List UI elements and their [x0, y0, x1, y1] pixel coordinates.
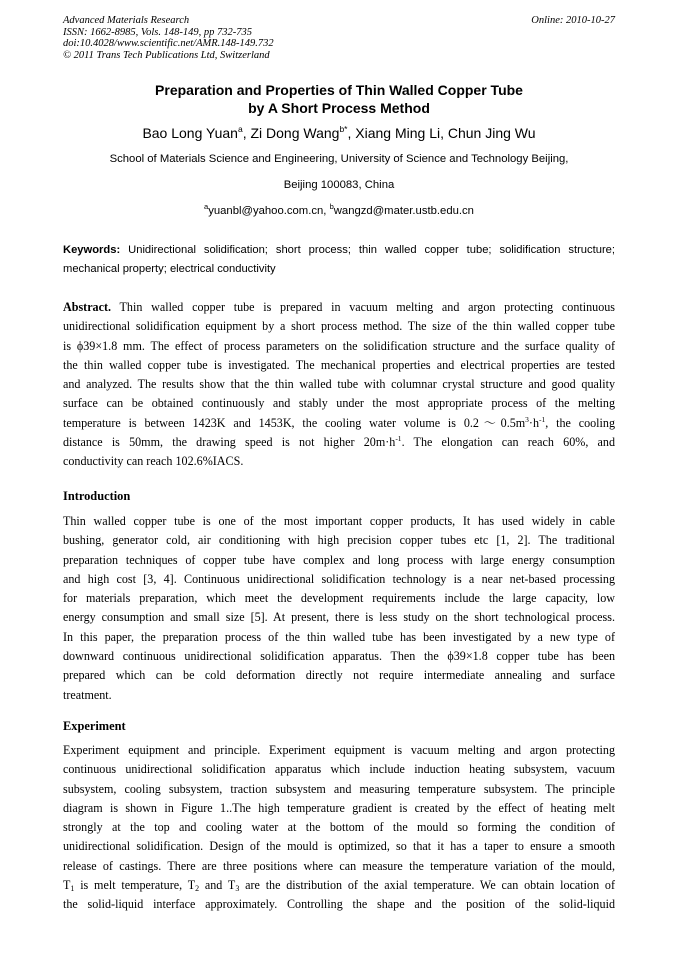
journal-header	[63, 15, 615, 61]
keywords-text-1: Unidirectional solidification; short process; thin walled copper tube; solidification structure;	[120, 244, 615, 256]
introduction-heading: Introduction	[63, 489, 131, 503]
author-2: , Zi Dong Wang	[242, 125, 340, 141]
abstract-line	[63, 414, 615, 433]
title-line-2: by A Short Process Method	[248, 99, 430, 116]
experiment-line: subsystem, cooling subsystem, traction subsystem and measuring temperature subsystem. The principle	[63, 781, 615, 796]
abstract-line: and analyzed. The results show that the thin walled tube with columnar crystal structure and good quality	[63, 377, 615, 392]
abstract-label: Abstract.	[63, 300, 112, 314]
intro-line: prepared which can be cold deformation directly not require intermediate annealing and surface	[63, 668, 615, 683]
intro-line: In this paper, the preparation process of the thin walled tube has been investigated by a new type of	[63, 629, 615, 644]
experiment-text: is melt temperature, T	[74, 878, 196, 893]
email-b[interactable]: wangzd@mater.ustb.edu.cn	[333, 205, 474, 217]
author-rest: , Xiang Ming Li, Chun Jing Wu	[347, 125, 536, 141]
experiment-text: are the distribution of the axial temperature. We can obtain location of	[239, 878, 615, 893]
experiment-text: and T	[199, 878, 236, 893]
email-line	[63, 204, 615, 218]
abstract-text: Thin walled copper tube is prepared in vacuum melting and argon protecting continuous	[111, 300, 615, 314]
keywords-line-2: mechanical property; electrical conductivity	[63, 263, 276, 275]
abstract-text: temperature is between 1423K and 1453K, the cooling water volume is 0.2～0.5m	[63, 415, 526, 430]
abstract-line: unidirectional solidification equipment by a short process method. The size of the thin walled copper tube	[63, 319, 615, 334]
keywords	[63, 241, 615, 279]
superscript: -1	[539, 414, 546, 424]
email-b-mark: b	[329, 202, 334, 211]
subscript: 2	[195, 884, 200, 894]
superscript: 3	[525, 414, 529, 424]
abstract-text: distance is 50mm, the drawing speed is not higher 20m·h	[63, 435, 396, 450]
affiliation-line-2: Beijing 100083, China	[283, 179, 395, 191]
subscript: 1	[70, 884, 75, 894]
experiment-line: diagram is shown in Figure 1..The high temperature gradient is created by the effect of heating melt	[63, 800, 615, 815]
online-date: Online: 2010-10-27	[531, 15, 615, 26]
copyright-line: © 2011 Trans Tech Publications Ltd, Switzerland	[63, 49, 270, 61]
intro-line: preparation techniques of copper tube have complex and long process with large energy consumption	[63, 552, 615, 567]
author-2-affil-mark: b*	[339, 124, 348, 134]
experiment-line: release of castings. There are three positions where can measure the temperature variation of the mould,	[63, 858, 615, 873]
superscript: -1	[395, 434, 402, 444]
author-list	[63, 123, 615, 143]
abstract-line	[63, 433, 615, 452]
subscript: 3	[235, 884, 240, 894]
intro-line: and high cost [3, 4]. Continuous unidirectional solidification technology is a near net-based processing	[63, 571, 615, 586]
experiment-text: T	[63, 878, 71, 893]
abstract-line	[63, 298, 615, 317]
paper-title	[63, 82, 615, 117]
abstract	[63, 298, 615, 472]
email-a-mark: a	[204, 202, 209, 211]
doi-line[interactable]: doi:10.4028/www.scientific.net/AMR.148-149.732	[63, 38, 274, 50]
intro-line: energy consumption and small size [5]. At present, there is less study on the short technological process.	[63, 610, 615, 625]
keywords-label: Keywords:	[63, 244, 121, 256]
abstract-line: surface can be obtained continuously and stably under the most appropriate process of the melting	[63, 396, 615, 411]
abstract-text: . The elongation can reach 60%, and	[401, 435, 615, 450]
journal-name: Advanced Materials Research	[63, 15, 190, 26]
author-1: Bao Long Yuan	[142, 125, 238, 141]
experiment-body	[63, 741, 615, 915]
experiment-heading: Experiment	[63, 719, 126, 733]
experiment-line	[63, 876, 615, 895]
author-1-affil-mark: a	[237, 124, 243, 134]
title-line-1: Preparation and Properties of Thin Walled Copper Tube	[155, 82, 523, 98]
abstract-text: , the cooling	[545, 415, 615, 430]
keywords-line-1	[63, 241, 615, 260]
abstract-line: is ϕ39×1.8 mm. The effect of process parameters on the solidification structure and the surface quality of	[63, 338, 615, 353]
issn-line: ISSN: 1662-8985, Vols. 148-149, pp 732-735	[63, 26, 252, 38]
intro-line: bushing, generator cold, air conditioning with high precision copper tubes etc [1, 2]. The traditional	[63, 533, 615, 548]
experiment-line: unidirectional solidification. Design of the mould is optimized, so that it has a taper to ensure a smooth	[63, 839, 615, 854]
abstract-line: conductivity can reach 102.6%IACS.	[63, 454, 244, 469]
experiment-line: strongly at the top and cooling water at the bottom of the mould so forming the condition of	[63, 820, 615, 835]
intro-line: treatment.	[63, 687, 112, 702]
introduction-body	[63, 512, 615, 705]
email-a[interactable]: yuanbl@yahoo.com.cn,	[208, 205, 330, 217]
experiment-line: Experiment equipment and principle. Experiment equipment is vacuum melting and argon protecting	[63, 743, 615, 757]
affiliation-line-1: School of Materials Science and Engineering, University of Science and Technology Beijing,	[109, 153, 569, 165]
experiment-line: the solid-liquid interface approximately. Controlling the shape and the position of the solid-liquid	[63, 897, 615, 912]
intro-line: downward continuous unidirectional solidification apparatus. Then the ϕ39×1.8 copper tube has been	[63, 649, 615, 664]
intro-line: Thin walled copper tube is one of the most important copper products, It has used widely in cable	[63, 514, 615, 528]
abstract-line: the thin walled copper tube is investigated. The mechanical properties and electrical properties are tested	[63, 357, 615, 372]
abstract-text: ·h	[528, 415, 539, 430]
experiment-line: continuous unidirectional solidification apparatus which include induction heating subsystem, vacuum	[63, 762, 615, 777]
intro-line: for materials preparation, which meet the development requirements include the large capacity, low	[63, 591, 615, 606]
